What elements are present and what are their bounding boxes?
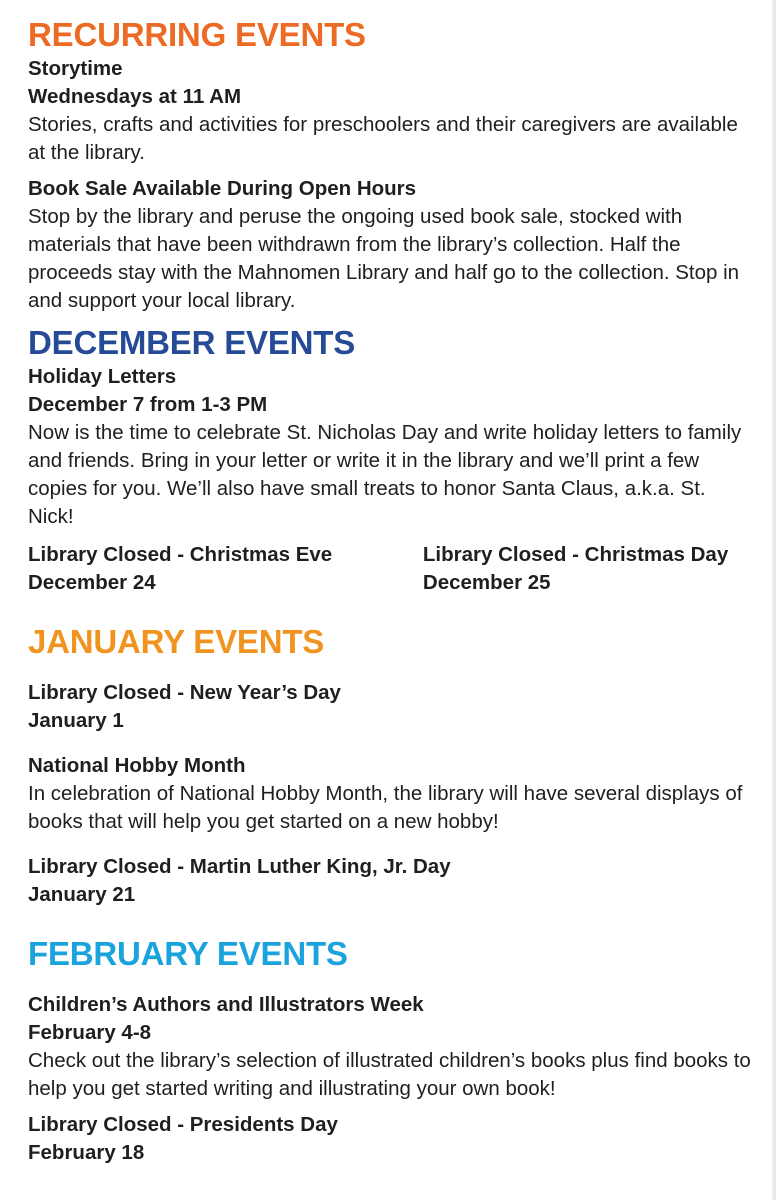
event-date: January 21 [28, 883, 136, 906]
event-title: Library Closed - Presidents Day [28, 1113, 338, 1136]
event-date: January 1 [28, 709, 124, 732]
event-title: Children’s Authors and Illustrators Week [28, 993, 424, 1016]
event-date: December 24 [28, 571, 156, 594]
events-newsletter [28, 0, 752, 1167]
event-date: December 25 [422, 571, 551, 594]
event-title: National Hobby Month [28, 754, 246, 777]
event-title: Library Closed - Martin Luther King, Jr. Day [28, 855, 451, 878]
event-date: Wednesdays at 11 AM [28, 85, 242, 108]
event-christmas-eve-closed [28, 541, 423, 597]
event-new-years-day-closed [28, 679, 752, 735]
event-description: Stories, crafts and activities for preschoolers and their caregivers are available at the library. [28, 113, 738, 164]
event-book-sale [28, 175, 752, 315]
recurring-events-heading: RECURRING EVENTS [28, 16, 366, 53]
event-description: In celebration of National Hobby Month, the library will have several displays of books that will help you get started on a new hobby! [28, 782, 743, 833]
event-description: Check out the library’s selection of illustrated children’s books plus find books to help you get started writing and illustrating your own book! [28, 1049, 751, 1100]
event-presidents-day-closed [28, 1111, 752, 1167]
event-mlk-day-closed [28, 853, 752, 909]
event-title: Book Sale Available During Open Hours [28, 177, 417, 200]
event-holiday-letters [28, 363, 752, 531]
december-events-heading: DECEMBER EVENTS [28, 324, 356, 361]
event-date: December 7 from 1-3 PM [28, 393, 268, 416]
february-events-heading: FEBRUARY EVENTS [28, 935, 348, 972]
event-storytime [28, 55, 752, 167]
event-national-hobby-month [28, 752, 752, 836]
event-date: February 4-8 [28, 1021, 152, 1044]
page-edge-shadow [772, 0, 776, 1200]
event-title: Library Closed - Christmas Day [422, 543, 729, 566]
event-date: February 18 [28, 1141, 145, 1164]
event-title: Holiday Letters [28, 365, 177, 388]
event-childrens-authors-week [28, 991, 752, 1103]
event-title: Library Closed - New Year’s Day [28, 681, 341, 704]
christmas-closures [28, 541, 752, 597]
event-title: Library Closed - Christmas Eve [28, 543, 333, 566]
event-description: Now is the time to celebrate St. Nicholas Day and write holiday letters to family and friends. Bring in your letter or write it in the library and we’ll print a few copies for you. We’ll also have small treats to honor Santa Claus, a.k.a. St. Nick! [28, 421, 742, 528]
event-christmas-day-closed [423, 541, 752, 597]
event-description: Stop by the library and peruse the ongoing used book sale, stocked with materials that have been withdrawn from the library’s collection. Half the proceeds stay with the Mahnomen Library and half go to the collection. Stop in and support your local library. [28, 205, 740, 312]
event-title: Storytime [28, 57, 123, 80]
january-events-heading: JANUARY EVENTS [28, 623, 325, 660]
